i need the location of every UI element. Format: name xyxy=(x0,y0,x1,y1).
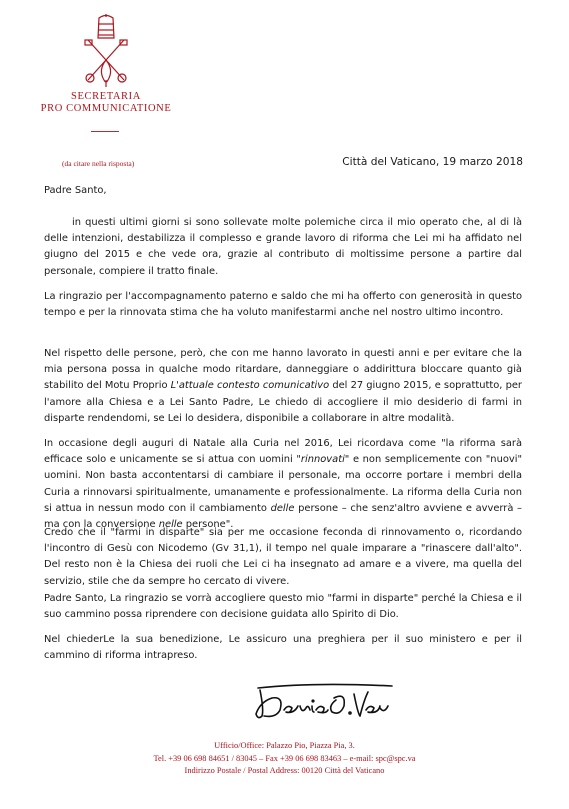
paragraph-5 xyxy=(44,525,522,590)
letterhead-divider xyxy=(91,131,119,132)
paragraph-4 xyxy=(44,436,522,533)
organization-name-line1: SECRETARIA xyxy=(71,91,141,102)
organization-name-line2: PRO COMMUNICATIONE xyxy=(40,103,172,114)
paragraph-6 xyxy=(44,591,522,623)
paragraph-3 xyxy=(44,346,522,427)
papal-coat-of-arms-icon xyxy=(82,14,130,88)
footer-office-address: Ufficio/Office: Palazzo Pio, Piazza Pia, 3. xyxy=(214,741,355,750)
italic-text-run: "rinnovati" xyxy=(296,454,350,466)
citation-note: (da citare nella risposta) xyxy=(62,159,135,168)
paragraph-7 xyxy=(44,632,522,664)
text-run: persone – che senz'altro avviene e avverrà – ma con la conversione xyxy=(44,502,522,531)
text-run: e non semplicemente con "nuovi" uomini. Non basta accontentarsi di cambiare il personale, ma occorre portare i membri della Curia a rinnovarsi spiritualmente, umanamente e professionalmente. La riforma della Curia non si attua in nessun modo con il cambiamento xyxy=(44,454,522,514)
text-run: persone". xyxy=(182,519,234,531)
text-run: in questi ultimi giorni si sono sollevate molte polemiche circa il mio operato che, al di là delle intenzioni, destabilizza il complesso e grande lavoro di riforma che Lei mi ha affidato nel giugno del 2015 e che vede ora, grazie al contributo di moltissime persone a partire dal personale, compiere il tratto finale. xyxy=(44,217,522,277)
paragraph-2 xyxy=(44,289,522,321)
italic-text-run: nelle xyxy=(158,519,183,531)
text-run: In occasione degli auguri di Natale alla Curia nel 2016, Lei ricordava come "la riforma sarà efficace solo e unicamente se si attua con uomini xyxy=(44,438,522,466)
letter-date: Città del Vaticano, 19 marzo 2018 xyxy=(342,156,523,168)
salutation: Padre Santo, xyxy=(44,185,107,196)
paragraph-1 xyxy=(44,215,522,280)
text-run: Nel chiederLe la sua benedizione, Le assicuro una preghiera per il suo ministero e per il cammino di riforma intrapreso. xyxy=(44,634,522,662)
italic-text-run: L'attuale contesto comunicativo xyxy=(170,380,330,392)
text-run: del 27 giugno 2015, e soprattutto, per l'amore alla Chiesa e a Lei Santo Padre, Le chiedo di accogliere il mio desiderio di farmi in disparte rendendomi, se Lei lo desidera, disponibile a collaborare in altre modalità. xyxy=(44,380,522,424)
footer-postal-address: Indirizzo Postale / Postal Address: 00120 Città del Vaticano xyxy=(184,766,385,775)
footer-contacts: Tel. +39 06 698 84651 / 83045 – Fax +39 06 698 83463 – e-mail: spc@spc.va xyxy=(153,754,416,763)
text-run: Credo che il "farmi in disparte" sia per me occasione feconda di rinnovamento o, ricordando l'incontro di Gesù con Nicodemo (Gv 31,1), il tempo nel quale imparare a "rinascere dall'alto". Del resto non è la Chiesa dei ruoli che Lei ci ha insegnato ad amare e a vivere, ma quella del servizio, stile che da sempre ho cercato di vivere. xyxy=(44,527,522,587)
text-run: La ringrazio per l'accompagnamento paterno e saldo che mi ha offerto con generosità in questo tempo e per la rinnovata stima che ha voluto manifestarmi anche nel nostro ultimo incontro. xyxy=(44,291,522,319)
handwritten-signature-icon xyxy=(254,680,394,724)
text-run: Padre Santo, La ringrazio se vorrà accogliere questo mio "farmi in disparte" perché la Chiesa e il suo cammino possa riprendere con decisione guidata allo Spirito di Dio. xyxy=(44,593,522,621)
text-run: Nel rispetto delle persone, però, che con me hanno lavorato in questi anni e per evitare che la mia persona possa in qualche modo ritardare, danneggiare o addirittura bloccare quanto già stabilito del Motu Proprio xyxy=(44,348,522,392)
italic-text-run: delle xyxy=(270,502,295,514)
